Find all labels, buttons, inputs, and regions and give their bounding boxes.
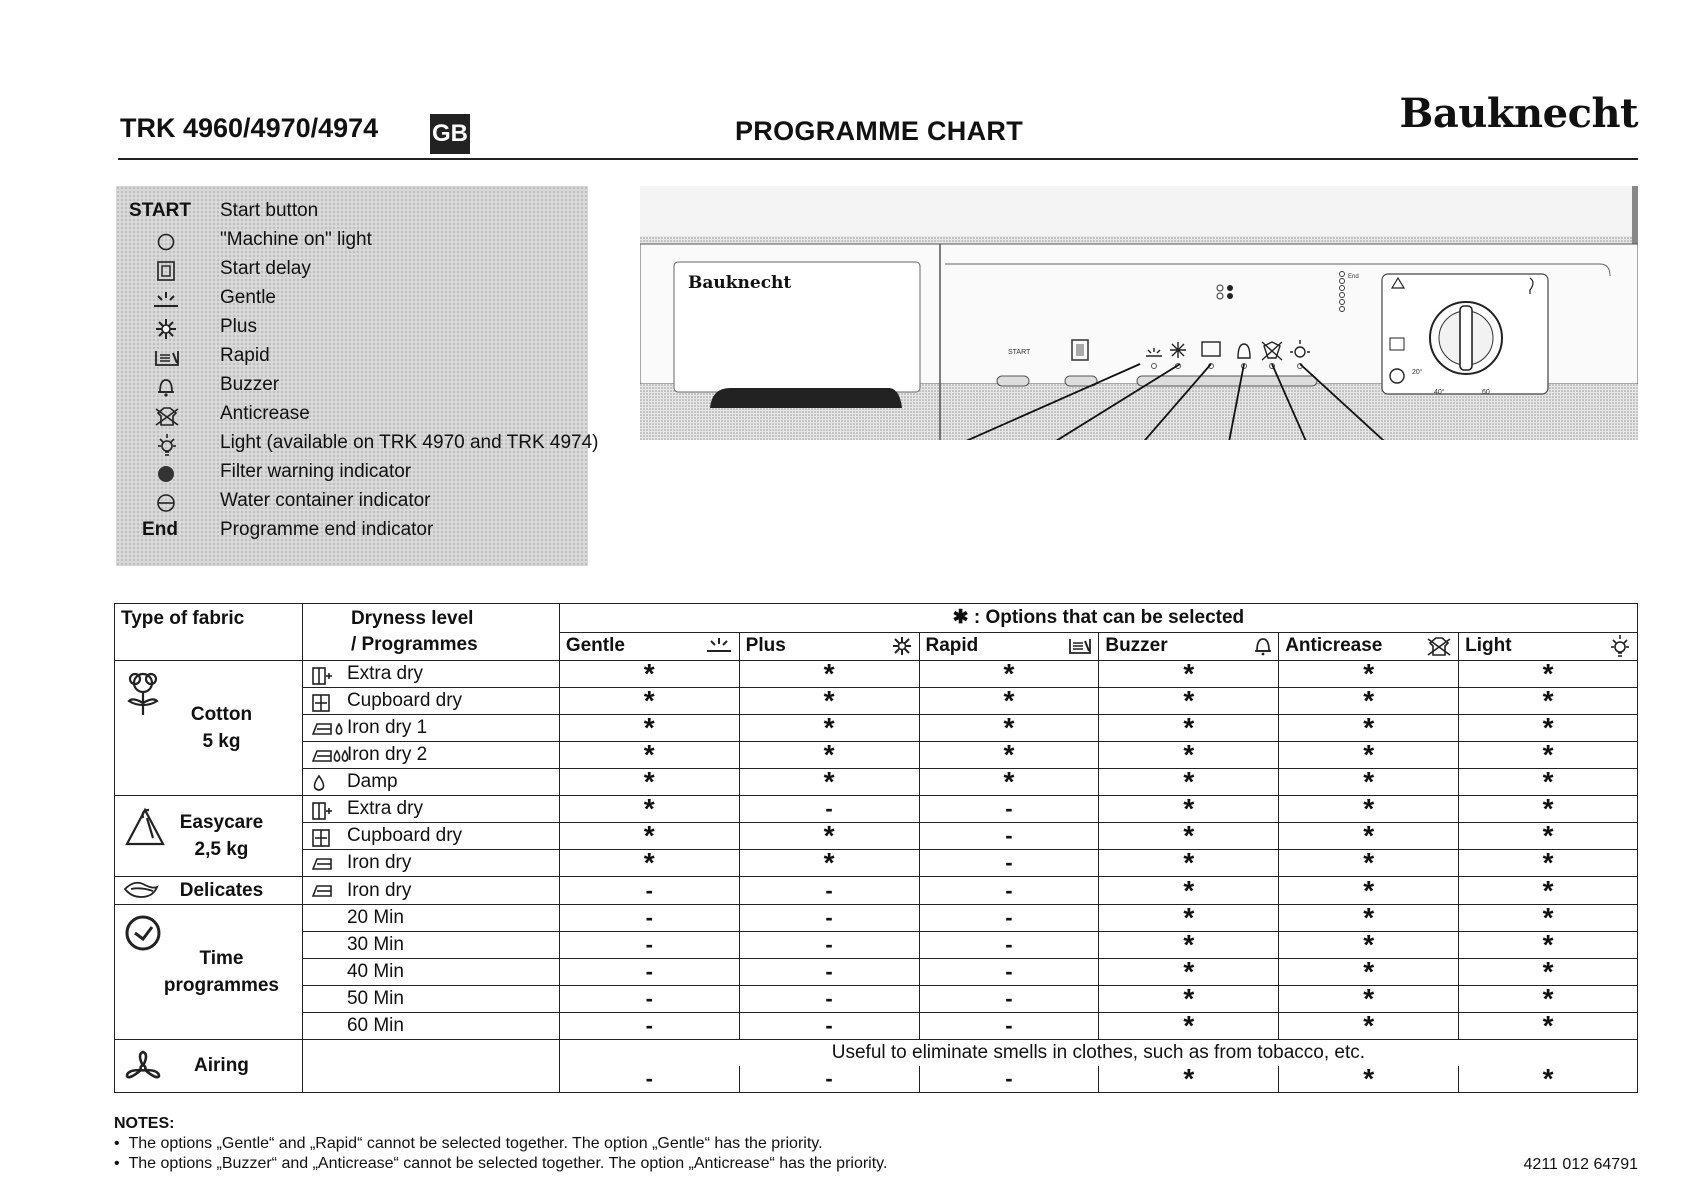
- option-gentle-cell: *: [559, 850, 739, 877]
- country-badge: GB: [430, 114, 470, 154]
- legend-key: End: [142, 519, 178, 540]
- water-container-icon: [156, 493, 176, 513]
- option-buzzer-cell: *: [1099, 769, 1279, 796]
- option-gentle-cell: -: [559, 877, 739, 905]
- legend-row: [116, 461, 588, 489]
- panel-brand: Bauknecht: [688, 273, 792, 293]
- damp-icon: [311, 774, 327, 798]
- option-light-cell: *: [1459, 877, 1638, 905]
- option-light-cell: *: [1459, 661, 1638, 688]
- buzzer-icon: [156, 376, 176, 398]
- option-header-gentle: [559, 632, 739, 661]
- option-anticrease-cell: *: [1279, 796, 1459, 823]
- programme-name: Iron dry 2: [346, 744, 428, 765]
- table-row: [115, 1013, 1638, 1040]
- programme-cell: [302, 742, 559, 769]
- programme-cell: [302, 823, 559, 850]
- option-gentle-cell: *: [559, 823, 739, 850]
- option-light-cell: *: [1459, 1066, 1638, 1093]
- legend-text: Water container indicator: [220, 490, 431, 511]
- option-buzzer-cell: *: [1099, 823, 1279, 850]
- brand-logo: Bauknecht: [1399, 90, 1638, 137]
- programme-cell: [302, 661, 559, 688]
- option-header-light: [1459, 632, 1638, 661]
- light-icon: [156, 433, 178, 457]
- header-dryness-line1: Dryness level: [350, 608, 474, 629]
- option-light-cell: *: [1459, 1013, 1638, 1040]
- option-light-cell: *: [1459, 715, 1638, 742]
- option-label: Gentle: [565, 635, 625, 657]
- panel-temp-40: 40°: [1434, 389, 1445, 396]
- option-rapid-cell: *: [919, 715, 1099, 742]
- option-header-rapid: [919, 632, 1099, 661]
- option-light-cell: *: [1459, 823, 1638, 850]
- programme-cell: [302, 688, 559, 715]
- table-row: [115, 769, 1638, 796]
- legend-text: Anticrease: [220, 403, 310, 424]
- option-label: Light: [1465, 635, 1512, 657]
- plus-icon: [154, 318, 178, 340]
- programme-name: Iron dry 1: [346, 717, 428, 738]
- option-plus-cell: -: [739, 905, 919, 932]
- fabric-cell: [115, 796, 303, 877]
- table-row: [115, 823, 1638, 850]
- option-plus-cell: *: [739, 715, 919, 742]
- legend-text: Plus: [220, 316, 257, 337]
- legend-key: START: [129, 200, 191, 221]
- programme-cell: [302, 1040, 559, 1093]
- programme-cell: [302, 850, 559, 877]
- option-light-cell: *: [1459, 905, 1638, 932]
- fabric-label: 5 kg: [202, 731, 241, 752]
- option-label: Buzzer: [1105, 635, 1168, 657]
- option-buzzer-cell: *: [1099, 877, 1279, 905]
- anticrease-icon: [154, 405, 180, 427]
- fabric-cell: [115, 877, 303, 905]
- option-buzzer-cell: *: [1099, 688, 1279, 715]
- note-text: The options „Buzzer“ and „Anticrease“ cannot be selected together. The option „Anticrease“ has the priority.: [128, 1155, 888, 1172]
- option-plus-cell: *: [739, 769, 919, 796]
- fabric-cell: [115, 905, 303, 1040]
- legend-text: Start delay: [220, 258, 311, 279]
- iron-dry-2-icon: [311, 747, 351, 771]
- airing-icon: [123, 1050, 163, 1092]
- option-plus-cell: *: [739, 823, 919, 850]
- option-buzzer-cell: *: [1099, 796, 1279, 823]
- option-rapid-cell: -: [919, 932, 1099, 959]
- part-number: 4211 012 64791: [1523, 1156, 1638, 1173]
- option-plus-cell: *: [739, 661, 919, 688]
- notes-title: NOTES:: [114, 1115, 175, 1132]
- clock-icon: [123, 913, 163, 959]
- table-row: [115, 877, 1638, 905]
- option-rapid-cell: -: [919, 959, 1099, 986]
- legend-text: Buzzer: [220, 374, 280, 395]
- option-anticrease-cell: *: [1279, 1066, 1459, 1093]
- fabric-cell: [115, 661, 303, 796]
- option-gentle-cell: -: [559, 959, 739, 986]
- option-anticrease-cell: *: [1279, 877, 1459, 905]
- legend-row: [116, 403, 588, 431]
- option-rapid-cell: *: [919, 661, 1099, 688]
- option-gentle-cell: -: [559, 905, 739, 932]
- option-plus-cell: -: [739, 932, 919, 959]
- option-header-buzzer: [1099, 632, 1279, 661]
- option-light-cell: *: [1459, 959, 1638, 986]
- option-anticrease-cell: *: [1279, 742, 1459, 769]
- option-buzzer-cell: *: [1099, 1066, 1279, 1093]
- option-plus-cell: -: [739, 796, 919, 823]
- option-plus-cell: -: [739, 1066, 919, 1093]
- option-rapid-cell: *: [919, 742, 1099, 769]
- legend-row: [116, 432, 599, 460]
- panel-start-label: START: [1008, 349, 1031, 356]
- iron-dry-1-icon: [311, 720, 347, 744]
- machine-on-light-icon: [156, 232, 176, 252]
- plus-icon: [891, 636, 913, 656]
- header-dryness-line2: / Programmes: [350, 634, 478, 655]
- panel-end-label: End: [1348, 274, 1359, 280]
- option-anticrease-cell: *: [1279, 932, 1459, 959]
- option-light-cell: *: [1459, 986, 1638, 1013]
- table-row: [115, 850, 1638, 877]
- option-gentle-cell: *: [559, 769, 739, 796]
- notes: [114, 1114, 887, 1174]
- option-anticrease-cell: *: [1279, 959, 1459, 986]
- option-light-cell: *: [1459, 796, 1638, 823]
- gentle-icon: [705, 637, 733, 655]
- option-buzzer-cell: *: [1099, 1013, 1279, 1040]
- note-text: The options „Gentle“ and „Rapid“ cannot be selected together. The option „Gentle“ has the priority.: [128, 1135, 823, 1152]
- legend-text: "Machine on" light: [220, 229, 372, 250]
- option-plus-cell: -: [739, 877, 919, 905]
- buzzer-icon: [1254, 636, 1272, 656]
- option-label: Plus: [745, 635, 786, 657]
- table-row: [115, 661, 1638, 688]
- panel-temp-60: 60: [1482, 389, 1490, 396]
- programme-cell: [302, 1013, 559, 1040]
- option-anticrease-cell: *: [1279, 1013, 1459, 1040]
- table-row: [115, 986, 1638, 1013]
- fabric-label: 2,5 kg: [194, 839, 249, 860]
- option-rapid-cell: -: [919, 986, 1099, 1013]
- programme-cell: [302, 715, 559, 742]
- option-buzzer-cell: *: [1099, 986, 1279, 1013]
- programme-name: 60 Min: [346, 1015, 404, 1036]
- option-label: Anticrease: [1285, 635, 1383, 657]
- option-anticrease-cell: *: [1279, 769, 1459, 796]
- table-row-airing: [115, 1040, 1638, 1067]
- table-row: [115, 715, 1638, 742]
- legend-row: [116, 490, 588, 518]
- option-header-anticrease: [1279, 632, 1459, 661]
- gentle-icon: [152, 290, 180, 310]
- iron-dry-icon: [311, 855, 335, 879]
- legend-text: Light (available on TRK 4970 and TRK 4974): [220, 432, 599, 453]
- fabric-label: Time: [199, 948, 244, 969]
- legend-row: [116, 345, 588, 373]
- programme-name: Damp: [346, 771, 398, 792]
- legend-row: [116, 287, 588, 315]
- legend-row: [116, 519, 588, 547]
- option-gentle-cell: -: [559, 932, 739, 959]
- programme-table-body: [115, 658, 1638, 1094]
- option-label: Rapid: [925, 635, 979, 657]
- option-gentle-cell: *: [559, 796, 739, 823]
- start-delay-icon: [156, 260, 176, 282]
- filter-warning-icon: [156, 464, 176, 484]
- note-item: • The options „Gentle“ and „Rapid“ cannot be selected together. The option „Gentle“ has the priority.: [114, 1135, 823, 1152]
- option-buzzer-cell: *: [1099, 742, 1279, 769]
- header-divider: [118, 158, 1638, 160]
- fabric-label: programmes: [163, 975, 280, 996]
- option-light-cell: *: [1459, 850, 1638, 877]
- option-gentle-cell: -: [559, 1066, 739, 1093]
- option-plus-cell: *: [739, 688, 919, 715]
- option-plus-cell: -: [739, 959, 919, 986]
- option-gentle-cell: -: [559, 986, 739, 1013]
- option-plus-cell: -: [739, 1013, 919, 1040]
- legend-row: [116, 258, 588, 286]
- option-buzzer-cell: *: [1099, 959, 1279, 986]
- option-rapid-cell: -: [919, 823, 1099, 850]
- header-dryness: [302, 604, 559, 661]
- page-title: PROGRAMME CHART: [735, 116, 1023, 146]
- table-row: [115, 796, 1638, 823]
- legend-text: Rapid: [220, 345, 270, 366]
- option-light-cell: *: [1459, 742, 1638, 769]
- rapid-icon: [1068, 637, 1092, 655]
- option-gentle-cell: *: [559, 661, 739, 688]
- option-light-cell: *: [1459, 932, 1638, 959]
- option-rapid-cell: -: [919, 1013, 1099, 1040]
- light-icon: [1609, 634, 1631, 658]
- legend-row: [116, 229, 588, 257]
- programme-name: 30 Min: [346, 934, 404, 955]
- legend-text: Filter warning indicator: [220, 461, 412, 482]
- table-row: [115, 932, 1638, 959]
- option-anticrease-cell: *: [1279, 688, 1459, 715]
- option-rapid-cell: -: [919, 1066, 1099, 1093]
- option-light-cell: *: [1459, 688, 1638, 715]
- programme-cell: [302, 796, 559, 823]
- model-number: TRK 4960/4970/4974: [120, 113, 379, 143]
- option-rapid-cell: -: [919, 796, 1099, 823]
- programme-name: Iron dry: [346, 879, 412, 901]
- fabric-label: Delicates: [179, 880, 264, 901]
- option-buzzer-cell: *: [1099, 661, 1279, 688]
- option-rapid-cell: *: [919, 688, 1099, 715]
- option-plus-cell: -: [739, 986, 919, 1013]
- option-anticrease-cell: *: [1279, 850, 1459, 877]
- iron-dry-icon: [311, 882, 335, 906]
- programme-cell: [302, 932, 559, 959]
- note-item: • The options „Buzzer“ and „Anticrease“ cannot be selected together. The option „Anticrease“ has the priority.: [114, 1155, 888, 1172]
- programme-table: [114, 603, 1638, 1093]
- delicates-icon: [123, 879, 159, 907]
- option-plus-cell: *: [739, 850, 919, 877]
- rapid-icon: [154, 348, 180, 368]
- programme-name: 40 Min: [346, 961, 404, 982]
- option-light-cell: *: [1459, 769, 1638, 796]
- option-gentle-cell: *: [559, 688, 739, 715]
- programme-cell: [302, 959, 559, 986]
- option-buzzer-cell: *: [1099, 715, 1279, 742]
- legend-row: [116, 316, 588, 344]
- legend-text: Gentle: [220, 287, 276, 308]
- airing-note: Useful to eliminate smells in clothes, such as from tobacco, etc.: [559, 1040, 1637, 1067]
- header-options: ✱ : Options that can be selected: [559, 604, 1637, 633]
- legend-text: Programme end indicator: [220, 519, 434, 540]
- option-anticrease-cell: *: [1279, 986, 1459, 1013]
- option-anticrease-cell: *: [1279, 905, 1459, 932]
- programme-name: Cupboard dry: [346, 690, 463, 711]
- programme-name: Iron dry: [346, 852, 412, 873]
- option-header-plus: [739, 632, 919, 661]
- option-buzzer-cell: *: [1099, 905, 1279, 932]
- programme-name: 50 Min: [346, 988, 404, 1009]
- table-row: [115, 959, 1638, 986]
- programme-cell: [302, 905, 559, 932]
- option-rapid-cell: -: [919, 850, 1099, 877]
- option-rapid-cell: *: [919, 769, 1099, 796]
- option-plus-cell: *: [739, 742, 919, 769]
- fabric-cell: [115, 1040, 303, 1093]
- fabric-label: Airing: [194, 1055, 249, 1076]
- programme-cell: [302, 986, 559, 1013]
- programme-name: Cupboard dry: [346, 825, 463, 846]
- legend-row: [116, 200, 588, 228]
- programme-cell: [302, 877, 559, 905]
- option-gentle-cell: -: [559, 1013, 739, 1040]
- option-gentle-cell: *: [559, 742, 739, 769]
- header-type-of-fabric: Type of fabric: [115, 604, 303, 661]
- fabric-label: Cotton: [190, 704, 253, 725]
- panel-temp-20: 20°: [1412, 369, 1423, 376]
- easycare-icon: [123, 804, 167, 854]
- option-anticrease-cell: *: [1279, 715, 1459, 742]
- option-buzzer-cell: *: [1099, 850, 1279, 877]
- symbol-legend: [116, 186, 599, 566]
- programme-name: Extra dry: [346, 798, 423, 819]
- control-panel-illustration: [640, 186, 1638, 440]
- programme-cell: [302, 769, 559, 796]
- option-gentle-cell: *: [559, 715, 739, 742]
- option-buzzer-cell: *: [1099, 932, 1279, 959]
- option-anticrease-cell: *: [1279, 823, 1459, 850]
- programme-name: 20 Min: [346, 907, 404, 928]
- table-row: [115, 742, 1638, 769]
- programme-name: Extra dry: [346, 663, 423, 684]
- fabric-label: Easycare: [179, 812, 264, 833]
- anticrease-icon: [1426, 635, 1452, 657]
- cotton-icon: [123, 669, 163, 723]
- legend-text: Start button: [220, 200, 319, 221]
- option-anticrease-cell: *: [1279, 661, 1459, 688]
- option-rapid-cell: -: [919, 905, 1099, 932]
- table-row: [115, 905, 1638, 932]
- option-rapid-cell: -: [919, 877, 1099, 905]
- table-row: [115, 688, 1638, 715]
- legend-row: [116, 374, 588, 402]
